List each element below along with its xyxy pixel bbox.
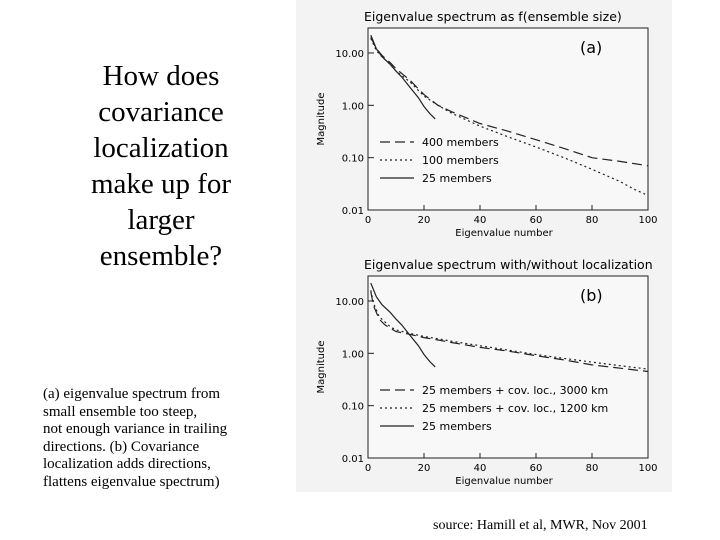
title-line: covariance [98,96,224,128]
caption-line: flattens eigenvalue spectrum) [43,473,220,490]
x-tick-label: 60 [529,463,543,474]
legend-entry: 25 members [422,420,492,433]
figure-caption [43,386,293,491]
panel-label: (b) [580,286,603,305]
title-line: make up for [90,168,232,200]
title-line: larger [127,204,195,236]
panel-title: Eigenvalue spectrum as f(ensemble size) [364,9,622,24]
x-tick-label: 20 [417,463,431,474]
caption-line: not enough variance in trailing [43,421,228,437]
caption-line: small ensemble too steep, [43,403,198,420]
legend-entry: 25 members [422,172,492,185]
panel-label: (a) [580,38,603,57]
y-tick-label: 10.00 [335,48,364,60]
y-tick-label: 1.00 [341,349,364,361]
x-tick-label: 80 [585,215,599,226]
x-tick-label: 60 [529,215,543,226]
x-tick-label: 80 [585,463,599,474]
x-axis-label: Eigenvalue number [455,228,553,239]
x-tick-label: 100 [638,215,658,226]
plot-frame [368,28,648,210]
caption-line: localization adds directions, [43,456,211,472]
legend-entry: 400 members [422,136,499,149]
y-tick-label: 10.00 [335,296,364,308]
x-tick-label: 0 [364,463,372,474]
y-axis-label: Magnitude [316,340,327,394]
source-citation: source: Hamill et al, MWR, Nov 2001 [433,518,648,533]
x-tick-label: 20 [417,215,431,226]
y-tick-label: 0.10 [341,401,364,413]
y-tick-label: 0.10 [341,153,364,165]
x-tick-label: 40 [473,463,487,474]
x-tick-label: 100 [638,463,658,474]
y-tick-label: 0.01 [341,454,364,465]
y-tick-label: 0.01 [341,206,364,217]
title-line: ensemble? [99,240,223,272]
x-axis-label: Eigenvalue number [455,476,553,487]
caption-line: directions. (b) Covariance [43,438,200,455]
x-tick-label: 0 [364,215,372,226]
figure-panels [296,0,672,492]
caption-line: (a) eigenvalue spectrum from [43,386,221,402]
slide-title [40,58,282,274]
legend-entry: 100 members [422,154,499,167]
legend-entry: 25 members + cov. loc., 1200 km [422,402,609,415]
x-tick-label: 40 [473,215,487,226]
y-axis-label: Magnitude [316,92,327,146]
title-line: How does [102,60,220,92]
panel-title: Eigenvalue spectrum with/without localization [364,257,653,272]
title-line: localization [93,132,229,164]
y-tick-label: 1.00 [341,101,364,113]
legend-entry: 25 members + cov. loc., 3000 km [422,384,609,397]
